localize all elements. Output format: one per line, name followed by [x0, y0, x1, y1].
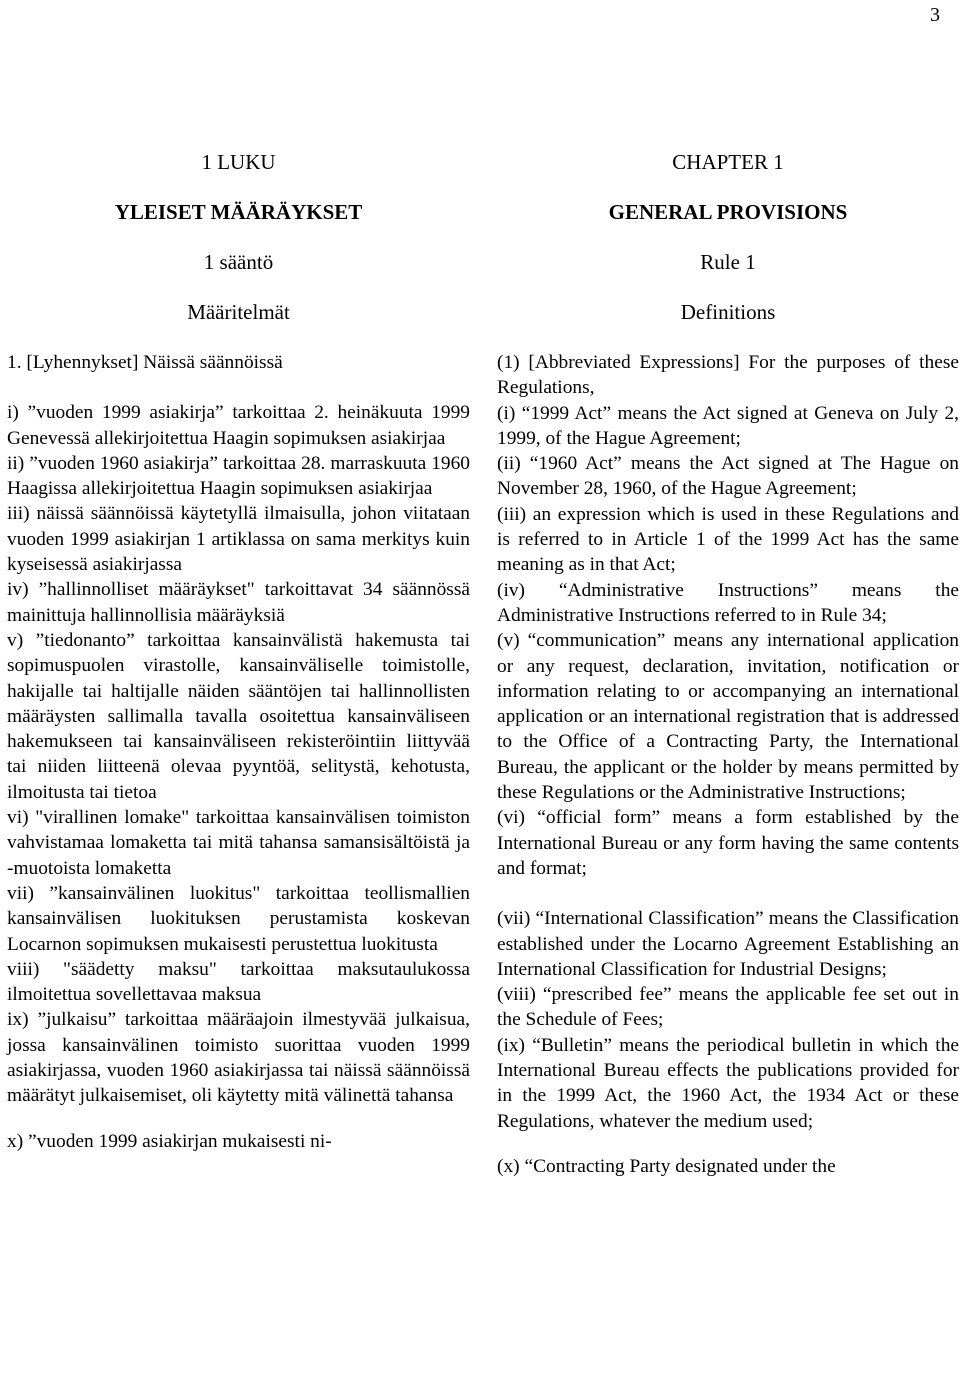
rule-heading: 1 sääntö — [203, 250, 274, 274]
definition-item: iii) näissä säännöissä käytetyllä ilmaisulla, johon viitataan vuoden 1999 asiakirjan 1 artiklassa on sama merkitys kuin kyseisessä asiakirjassa — [7, 503, 470, 576]
chapter-heading: 1 LUKU — [201, 150, 276, 174]
definition-item: (iii) an expression which is used in these Regulations and is referred to in Article 1 of the 1999 Act has the same meaning as in that Act; — [497, 503, 959, 576]
chapter-title: GENERAL PROVISIONS — [608, 200, 848, 224]
english-column — [497, 150, 959, 1179]
intro-paragraph: 1. [Lyhennykset] Näissä säännöissä — [7, 352, 283, 373]
definitions-heading: Definitions — [680, 300, 776, 324]
finnish-column — [7, 150, 470, 1154]
definition-item: (i) “1999 Act” means the Act signed at Geneva on July 2, 1999, of the Hague Agreement; — [497, 402, 959, 449]
definition-item: (viii) “prescribed fee” means the applicable fee set out in the Schedule of Fees; — [497, 984, 959, 1031]
definition-item: (vi) “official form” means a form established by the International Bureau or any form having the same contents and format; — [497, 807, 959, 879]
definition-item: vii) ”kansainvälinen luokitus" tarkoittaa teollismallien kansainvälisen luokituksen perustamista koskevan Locarnon sopimuksen mukaisesti perustettua luokitusta — [7, 882, 470, 955]
definition-item: (x) “Contracting Party designated under the — [497, 1155, 836, 1177]
definitions-heading: Määritelmät — [187, 300, 290, 324]
chapter-title: YLEISET MÄÄRÄYKSET — [114, 200, 363, 224]
definition-item: (v) “communication” means any international application or any request, declaration, invitation, notification or information relating to or accompanying an international application or an international registration that is addressed to the Office of a Contracting Party, the International Bureau, the applicant or the holder by means permitted by these Regulations or the Administrative Instructions; — [497, 630, 959, 804]
rule-heading: Rule 1 — [700, 250, 756, 274]
definition-item: viii) "säädetty maksu" tarkoittaa maksutaulukossa ilmoitettua sovellettavaa maksua — [7, 958, 470, 1006]
definition-item: ii) ”vuoden 1960 asiakirja” tarkoittaa 28. marraskuuta 1960 Haagissa allekirjoitettua Haagin sopimuksen asiakirjaa — [7, 452, 470, 500]
page-number: 3 — [930, 4, 940, 26]
definition-item: (iv) “Administrative Instructions” means the Administrative Instructions referred to in Rule 34; — [497, 579, 959, 626]
definition-item: iv) ”hallinnolliset määräykset" tarkoittavat 34 säännössä mainittuja hallinnollisia määräyksiä — [7, 579, 470, 626]
definition-item: (vii) “International Classification” means the Classification established under the Locarno Agreement Establishing an International Classification for Industrial Designs; — [497, 908, 959, 980]
definition-item: v) ”tiedonanto” tarkoittaa kansainvälistä hakemusta tai sopimuspuolen virastolle, kansainväliselle toimistolle, hakijalle tai haltijalle näiden sääntöjen tai hallinnollisten määräysten sallimalla tavalla osoitettua kansainväliseen hakemukseen tai kansainväliseen rekisteröintiin liittyvää tai niiden liitteenä olevaa pyyntöä, selitystä, kehotusta, ilmoitusta tai tietoa — [7, 629, 470, 803]
definition-item: ix) ”julkaisu” tarkoittaa määräajoin ilmestyvää julkaisua, jossa kansainvälinen toimisto suorittaa vuoden 1999 asiakirjassa, vuoden 1960 asiakirjassa tai näissä säännöissä määrätyt julkaisemiset, oli käytetty mitä välinettä tahansa — [7, 1009, 470, 1107]
definition-item: (ii) “1960 Act” means the Act signed at The Hague on November 28, 1960, of the Hague Agreement; — [497, 453, 959, 500]
definition-item: x) ”vuoden 1999 asiakirjan mukaisesti ni- — [7, 1130, 332, 1152]
chapter-heading: CHAPTER 1 — [672, 150, 784, 174]
definition-item: i) ”vuoden 1999 asiakirja” tarkoittaa 2. heinäkuuta 1999 Genevessä allekirjoitettua Haagin sopimuksen asiakirjaa — [7, 402, 470, 449]
definition-item: vi) "virallinen lomake" tarkoittaa kansainvälisen toimiston vahvistamaa lomaketta tai mitä tahansa samansisältöistä ja -muotoista lomaketta — [7, 807, 470, 879]
definition-item: (ix) “Bulletin” means the periodical bulletin in which the International Bureau effects the publications provided for in the 1999 Act, the 1960 Act, the 1934 Act or these Regulations, whatever the medium used; — [497, 1034, 959, 1132]
intro-paragraph: (1) [Abbreviated Expressions] For the purposes of these Regulations, — [497, 352, 959, 399]
